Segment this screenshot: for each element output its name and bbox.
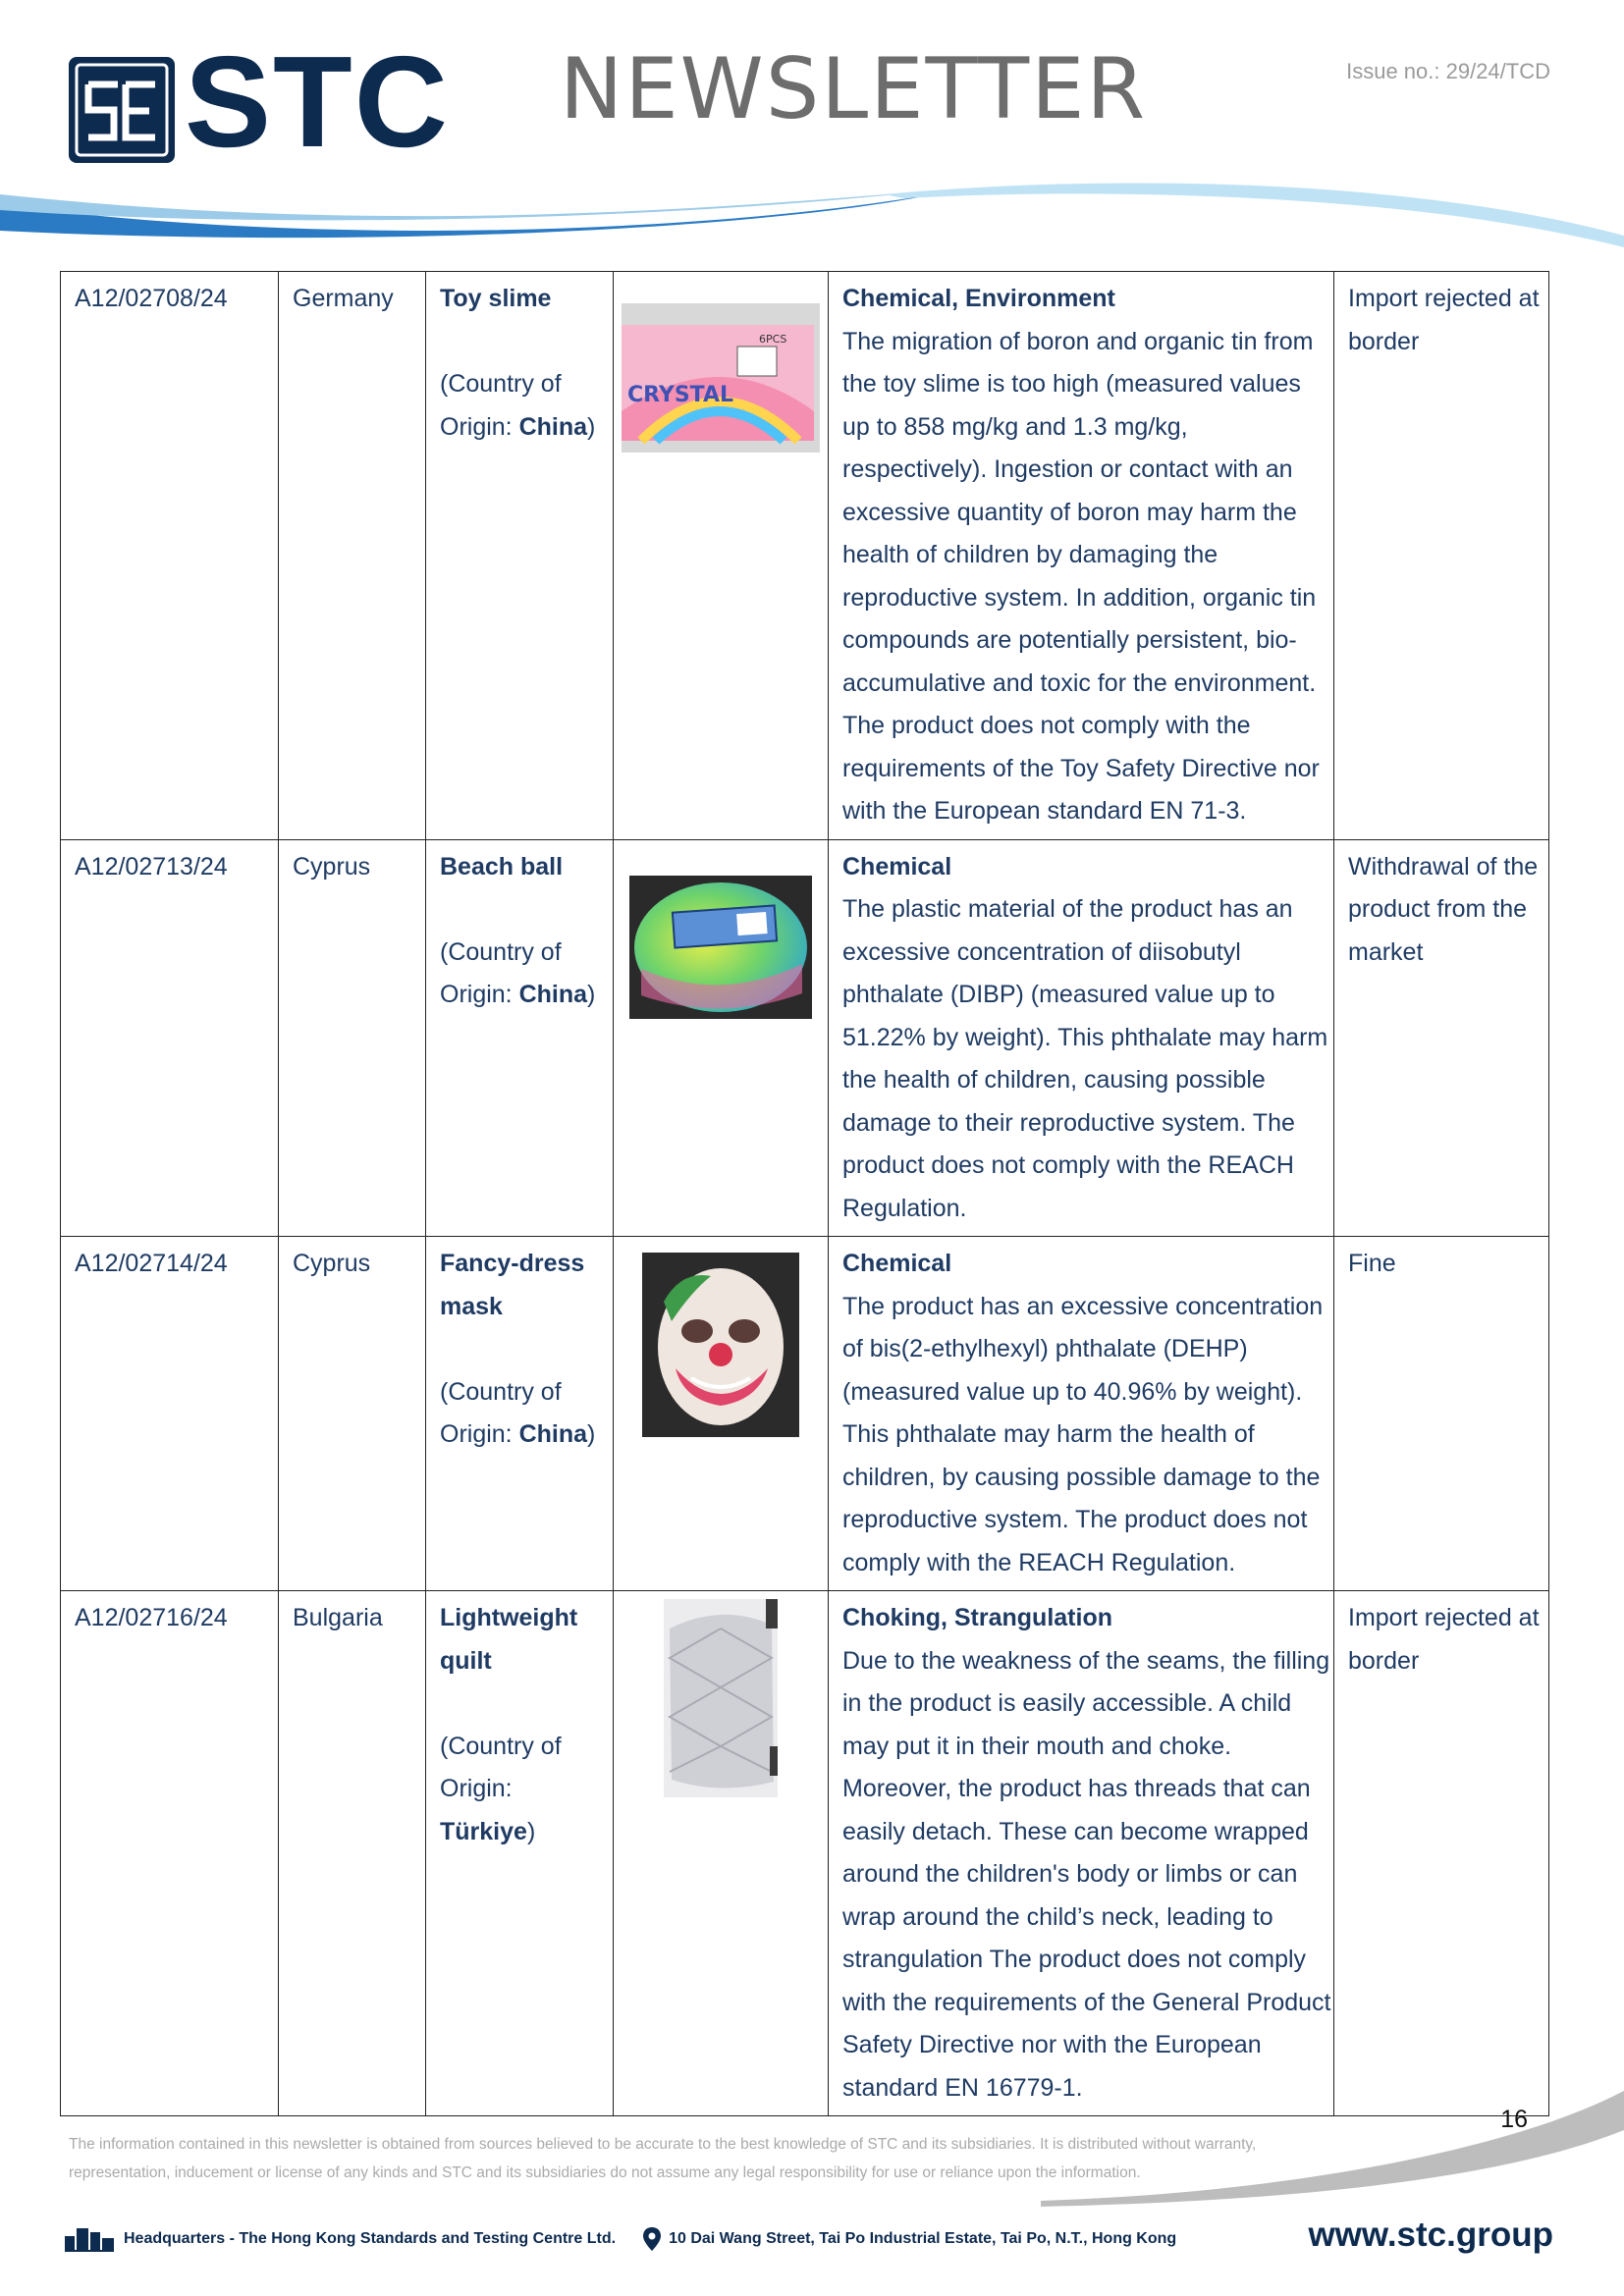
notifying-country: Bulgaria: [293, 1604, 383, 1631]
origin-suffix: ): [587, 981, 596, 1008]
risk-cell: [829, 272, 1334, 840]
headquarters-label: Headquarters - The Hong Kong Standards and Testing Centre Ltd.: [124, 2230, 617, 2247]
product-name: Toy slime: [440, 285, 552, 312]
product-name: Fancy-dress mask: [440, 1250, 585, 1320]
reference-number: A12/02713/24: [75, 852, 228, 881]
disclaimer-text: The information contained in this newsletter is obtained from sources believed to be accurate to the best knowledge of STC and its subsidiaries. It is distributed without warranty, representation, inducement or license of any kinds and STC and its subsidiaries do not assume any legal responsibility for use or reliance upon the information.: [69, 2136, 1257, 2181]
measure-cell: [1334, 1591, 1549, 2116]
origin-suffix: ): [526, 1817, 536, 1845]
quilt-photo-icon: [664, 1599, 778, 1797]
stc-logo-icon: [67, 55, 177, 165]
reference-number: A12/02714/24: [75, 1250, 228, 1277]
origin-country: China: [518, 1420, 588, 1448]
building-icon: [65, 2226, 114, 2252]
risk-cell: [829, 1237, 1334, 1591]
origin-country: China: [518, 981, 588, 1008]
product-cell: [426, 1237, 614, 1591]
origin-prefix: (Country of Origin:: [440, 370, 562, 441]
table-row: [61, 1591, 1549, 2116]
reference-cell: [61, 1591, 279, 2116]
reference-number: A12/02716/24: [75, 1604, 228, 1631]
measure-cell: [1334, 272, 1549, 840]
beach-ball-photo-icon: [629, 876, 812, 1019]
logo-wordmark: STC: [185, 29, 450, 174]
website-link[interactable]: www.stc.group: [1308, 2216, 1553, 2254]
table-row: [61, 1237, 1549, 1591]
measures-taken: Withdrawal of the product from the market: [1348, 852, 1539, 966]
risk-type: Choking, Strangulation: [842, 1604, 1112, 1631]
risk-description: The plastic material of the product has an excessive concentration of diisobutyl phthalate (DIBP) (measured value up to 51.22% by weight). This phthalate may harm the health of children, causing possible damage to their reproductive system. The product does not comply with the REACH Regulation.: [842, 895, 1328, 1222]
product-cell: [426, 1591, 614, 2116]
notifying-country: Germany: [293, 285, 394, 312]
footer-contact: [65, 2226, 1176, 2252]
country-cell: [279, 839, 426, 1237]
reference-cell: [61, 839, 279, 1237]
risk-cell: [829, 1591, 1334, 2116]
page-number: 16: [1500, 2106, 1528, 2133]
measures-taken: Fine: [1348, 1250, 1396, 1277]
measures-taken: Import rejected at border: [1348, 285, 1540, 355]
photo-cell: [614, 1237, 829, 1591]
origin-suffix: ): [587, 412, 596, 441]
toy-slime-photo-icon: [622, 303, 820, 453]
origin-suffix: ): [587, 1420, 596, 1448]
notifying-country: Cyprus: [293, 852, 371, 881]
table-row: [61, 839, 1549, 1237]
measure-cell: [1334, 1237, 1549, 1591]
risk-description: The migration of boron and organic tin from the toy slime is too high (measured values up to 858 mg/kg and 1.3 mg/kg, respectively). Ingestion or contact with an excessive quantity of boron may harm the health of children by damaging the reproductive system. In addition, organic tin compounds are potentially persistent, bio-accumulative and toxic for the environment. The product does not comply with the requirements of the Toy Safety Directive nor with the European standard EN 71-3.: [842, 327, 1320, 825]
risk-description: Due to the weakness of the seams, the filling in the product is easily accessible. A child may put it in their mouth and choke. Moreover, the product has threads that can easily detach. These can become wrapped around the children's body or limbs or can wrap around the child’s neck, leading to strangulation The product does not comply with the requirements of the General Product Safety Directive nor with the European standard EN 16779-1.: [842, 1646, 1331, 2102]
recall-table: [60, 271, 1549, 2116]
notifying-country: Cyprus: [293, 1250, 371, 1277]
measures-taken: Import rejected at border: [1348, 1604, 1540, 1675]
header-swoosh: [0, 177, 1624, 265]
product-cell: [426, 272, 614, 840]
risk-type: Chemical: [842, 852, 952, 881]
issue-number: Issue no.: 29/24/TCD: [1346, 59, 1550, 83]
country-cell: [279, 1237, 426, 1591]
risk-type: Chemical, Environment: [842, 285, 1115, 312]
clown-mask-photo-icon: [642, 1253, 799, 1437]
country-cell: [279, 272, 426, 840]
country-cell: [279, 1591, 426, 2116]
svg-text:6PCS: 6PCS: [759, 333, 787, 346]
product-cell: [426, 839, 614, 1237]
photo-cell: [614, 839, 829, 1237]
svg-text:CRYSTAL: CRYSTAL: [627, 383, 734, 407]
photo-cell: [614, 272, 829, 840]
origin-country: China: [518, 412, 588, 441]
origin-prefix: (Country of Origin:: [440, 937, 562, 1008]
reference-number: A12/02708/24: [75, 285, 228, 312]
risk-type: Chemical: [842, 1250, 952, 1277]
address-text: 10 Dai Wang Street, Tai Po Industrial Estate, Tai Po, N.T., Hong Kong: [669, 2230, 1177, 2247]
origin-prefix: (Country of Origin:: [440, 1732, 562, 1802]
origin-country: Türkiye: [440, 1817, 527, 1845]
risk-cell: [829, 839, 1334, 1237]
photo-cell: [614, 1591, 829, 2116]
newsletter-title: NEWSLETTER: [560, 40, 1148, 138]
risk-description: The product has an excessive concentration of bis(2-ethylhexyl) phthalate (DEHP) (measured value up to 40.96% by weight). This phthalate may harm the health of children, by causing possible damage to the reproductive system. The product does not comply with the REACH Regulation.: [842, 1292, 1324, 1576]
reference-cell: [61, 1237, 279, 1591]
measure-cell: [1334, 839, 1549, 1237]
location-pin-icon: [643, 2227, 661, 2251]
table-row: [61, 272, 1549, 840]
product-name: Beach ball: [440, 852, 564, 881]
product-name: Lightweight quilt: [440, 1604, 578, 1675]
origin-prefix: (Country of Origin:: [440, 1377, 562, 1448]
reference-cell: [61, 272, 279, 840]
